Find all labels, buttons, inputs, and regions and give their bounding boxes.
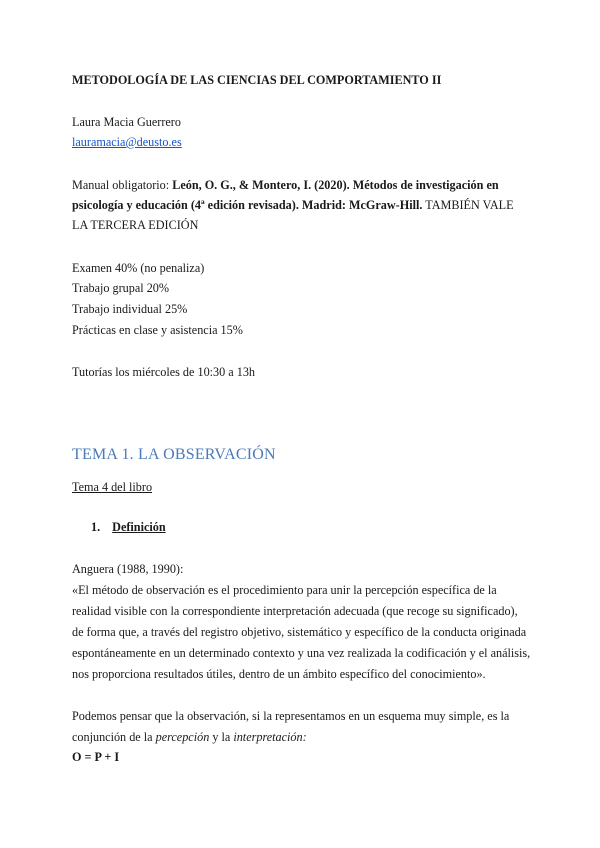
definition-citation: Anguera (1988, 1990): (72, 562, 184, 576)
manual-note-part1: TAMBIÉN VALE (422, 198, 514, 212)
term-percepcion: percepción (155, 730, 210, 744)
evaluation-item: Trabajo individual 25% (72, 302, 188, 316)
summary-prefix: conjunción de la (72, 730, 156, 744)
summary-mid: y la (209, 730, 234, 744)
section-number: 1. (91, 520, 101, 534)
formula: O = P + I (72, 750, 120, 764)
course-title: METODOLOGÍA DE LAS CIENCIAS DEL COMPORTAMIENTO II (72, 73, 442, 87)
manual-line-2 (72, 197, 514, 213)
quote-line: nos proporciona resultados útiles, dentro de un ámbito específico del conocimiento». (72, 667, 486, 681)
manual-line-1 (72, 177, 499, 193)
quote-line: «El método de observación es el procedimiento para unir la percepción específica de la (72, 583, 497, 597)
manual-note-part2: LA TERCERA EDICIÓN (72, 218, 199, 232)
section-heading (91, 519, 166, 535)
evaluation-item: Trabajo grupal 20% (72, 281, 170, 295)
manual-reference-part1: León, O. G., & Montero, I. (2020). Métodos de investigación en (172, 178, 499, 192)
quote-line: espontáneamente en un determinado contexto y una vez realizada la codificación y el análisis, (72, 646, 531, 660)
teacher-email-link[interactable]: lauramacia@deusto.es (72, 135, 182, 149)
book-reference: Tema 4 del libro (72, 480, 153, 494)
quote-line: de forma que, a través del registro objetivo, sistemático y específico de la conducta originada (72, 625, 527, 639)
evaluation-item: Prácticas en clase y asistencia 15% (72, 323, 243, 337)
topic-heading: TEMA 1. LA OBSERVACIÓN (72, 446, 276, 463)
teacher-name: Laura Macia Guerrero (72, 115, 181, 129)
manual-reference-part2: psicología y educación (4ª edición revisada). Madrid: McGraw-Hill. (72, 198, 423, 212)
quote-line: realidad visible con la correspondiente interpretación adecuada (que recoge su significado), (72, 604, 518, 618)
tutoring-info: Tutorías los miércoles de 10:30 a 13h (72, 365, 256, 379)
term-interpretacion: interpretación: (233, 730, 307, 744)
summary-line-1: Podemos pensar que la observación, si la representamos en un esquema muy simple, es la (72, 709, 510, 723)
section-title: Definición (112, 520, 166, 534)
summary-line-2 (72, 729, 307, 745)
manual-label: Manual obligatorio: (72, 178, 173, 192)
evaluation-item: Examen 40% (no penaliza) (72, 261, 205, 275)
